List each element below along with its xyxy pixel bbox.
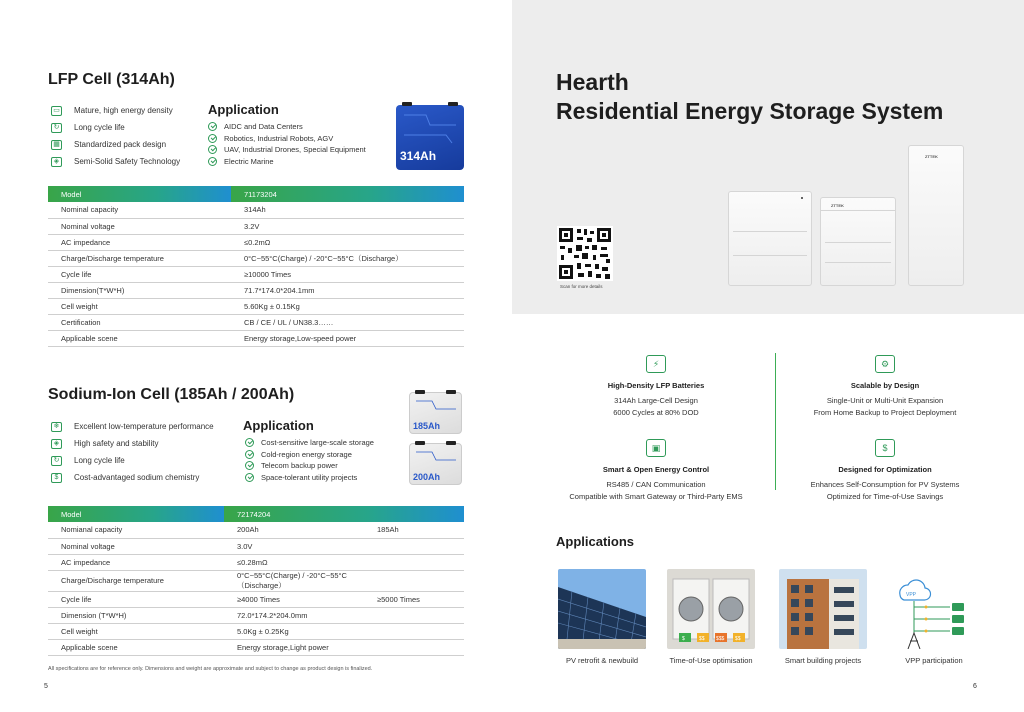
photo-pv-roof: [558, 569, 646, 649]
table-row: Cell weight 5.0Kg ± 0.25Kg: [48, 623, 464, 639]
sodium-feature: ↻ Long cycle life: [51, 452, 214, 469]
footnote: All specifications are for reference only. Dimensions and weight are approximate and subject to change as product design is finalized.: [48, 666, 373, 672]
battery-unit-wall: [728, 191, 812, 286]
check-circle-icon: [208, 122, 217, 131]
table-row: AC impedance ≤0.28mΩ: [48, 554, 464, 570]
lfp-spec-table: [48, 186, 464, 347]
page-number-left: 5: [44, 683, 48, 690]
sodium-title: Sodium-Ion Cell (185Ah / 200Ah): [48, 386, 295, 403]
spec-header-row: Model 71173204: [48, 186, 464, 202]
check-circle-icon: [245, 473, 254, 482]
lfp-feature: ▦ Standardized pack design: [51, 136, 180, 153]
caption-pv: PV retrofit & newbuild: [565, 656, 639, 665]
application-item: Robotics, Industrial Robots, AGV: [208, 133, 366, 145]
feature-smart-control: ▣ Smart & Open Energy Control RS485 / CAN Communication Compatible with Smart Gateway or Third-Party EMS: [551, 439, 761, 502]
spec-header-row: Model 72174204: [48, 506, 464, 522]
sodium-feature: ◈ High safety and stability: [51, 435, 214, 452]
dollar-icon: $: [51, 473, 62, 483]
lfp-feature-list: [51, 102, 180, 170]
lfp-cell-label: 314Ah: [400, 149, 437, 163]
caption-building: Smart building projects: [784, 656, 862, 665]
application-item: Cost-sensitive large-scale storage: [245, 437, 374, 449]
application-item: Electric Marine: [208, 156, 366, 168]
table-row: Nominal voltage 3.2V: [48, 218, 464, 234]
battery-icon: ▭: [51, 106, 62, 116]
qr-code-icon: [557, 226, 613, 281]
page-number-right: 6: [973, 683, 977, 690]
pack-icon: ▦: [51, 140, 62, 150]
table-row: Cycle life ≥10000 Times: [48, 266, 464, 282]
lfp-feature: ▭ Mature, high energy density: [51, 102, 180, 119]
lfp-feature: ◈ Semi-Solid Safety Technology: [51, 153, 180, 170]
check-circle-icon: [208, 145, 217, 154]
application-item: Telecom backup power: [245, 460, 374, 472]
application-item: Space-tolerant utility projects: [245, 472, 374, 484]
feature-optimization: $ Designed for Optimization Enhances Self-Consumption for PV Systems Optimized for Time-of-Use Savings: [780, 439, 990, 502]
battery-unit-tower: [908, 145, 964, 286]
check-circle-icon: [208, 157, 217, 166]
table-row: Nomianal capacity 200Ah 185Ah: [48, 522, 464, 538]
cycle-icon: ↻: [51, 123, 62, 133]
shield-icon: ◈: [51, 157, 62, 167]
sodium-cell-185-image: [409, 392, 462, 434]
lfp-feature: ↻ Long cycle life: [51, 119, 180, 136]
table-row: Cycle life ≥4000 Times ≥5000 Times: [48, 591, 464, 607]
shield-icon: ◈: [51, 439, 62, 449]
sodium-feature: ❄ Excellent low-temperature performance: [51, 418, 214, 435]
caption-vpp: VPP participation: [905, 656, 963, 665]
feature-lfp-batteries: ⚡ High-Density LFP Batteries 314Ah Large-Cell Design 6000 Cycles at 80% DOD: [551, 355, 761, 418]
lfp-battery-icon: ⚡: [646, 355, 666, 373]
table-row: Dimension(T*W*H) 71.7*174.0*204.1mm: [48, 282, 464, 298]
battery-unit-stack: [820, 197, 896, 286]
brand-logo: ZTTEK: [925, 154, 938, 159]
table-row: Nominal voltage 3.0V: [48, 538, 464, 554]
caption-tou: Time-of-Use optimisation: [669, 656, 753, 665]
table-row: Charge/Discharge temperature 0°C~55°C(Charge) / -20°C~55°C（Discharge）: [48, 250, 464, 266]
gear-icon: ⚙: [875, 355, 895, 373]
table-row: AC impedance ≤0.2mΩ: [48, 234, 464, 250]
check-circle-icon: [245, 438, 254, 447]
table-row: Certification CB / CE / UL / UN38.3……: [48, 314, 464, 330]
title-line-2: Residential Energy Storage System: [556, 98, 944, 124]
thermometer-icon: ❄: [51, 422, 62, 432]
tou-price-label: $$: [699, 636, 705, 642]
check-circle-icon: [245, 450, 254, 459]
application-item: AIDC and Data Centers: [208, 121, 366, 133]
tou-price-label: $$$: [716, 636, 725, 642]
application-item: UAV, Industrial Drones, Special Equipment: [208, 144, 366, 156]
cycle-icon: ↻: [51, 456, 62, 466]
table-row: Applicable scene Energy storage,Low-speed power: [48, 330, 464, 346]
vpp-cloud-label: VPP: [906, 592, 917, 598]
table-row: Dimension (T*W*H) 72.0*174.2*204.0mm: [48, 607, 464, 623]
check-circle-icon: [208, 134, 217, 143]
sodium-application-title: Application: [243, 418, 314, 433]
optimize-icon: $: [875, 439, 895, 457]
tou-price-label: $: [682, 636, 685, 642]
sodium-application-list: [245, 437, 374, 483]
feature-scalable: ⚙ Scalable by Design Single-Unit or Multi-Unit Expansion From Home Backup to Project Deployment: [780, 355, 990, 418]
brand-logo: ZTTEK: [831, 203, 844, 208]
photo-time-of-use: [667, 569, 755, 649]
sodium-cell-200-label: 200Ah: [413, 472, 441, 482]
check-circle-icon: [245, 461, 254, 470]
sodium-feature: $ Cost-advantaged sodium chemistry: [51, 469, 214, 486]
applications-title: Applications: [556, 534, 635, 549]
feature-divider: [775, 353, 776, 490]
table-row: Cell weight 5.60Kg ± 0.15Kg: [48, 298, 464, 314]
photo-vpp-diagram: [890, 569, 978, 649]
page-title: [556, 68, 943, 126]
qr-caption: Scan for more details: [560, 284, 603, 289]
right-page: [512, 0, 1024, 712]
photo-smart-building: [779, 569, 867, 649]
table-row: Applicable scene Energy storage,Light power: [48, 639, 464, 655]
table-row: Nominal capacity 314Ah: [48, 202, 464, 218]
application-item: Cold-region energy storage: [245, 449, 374, 461]
table-row: Charge/Discharge temperature 0°C~55°C(Charge) / -20°C~55°C（Discharge）: [48, 570, 464, 591]
sodium-cell-185-label: 185Ah: [413, 421, 441, 431]
lfp-title: LFP Cell (314Ah): [48, 71, 175, 88]
sodium-spec-table: [48, 506, 464, 656]
lfp-cell-image: [396, 105, 464, 170]
lfp-application-title: Application: [208, 102, 279, 117]
tou-price-label: $$: [735, 636, 741, 642]
chip-icon: ▣: [646, 439, 666, 457]
sodium-cell-200-image: [409, 443, 462, 485]
sodium-feature-list: [51, 418, 214, 486]
title-line-1: Hearth: [556, 69, 629, 95]
lfp-application-list: [208, 121, 366, 167]
